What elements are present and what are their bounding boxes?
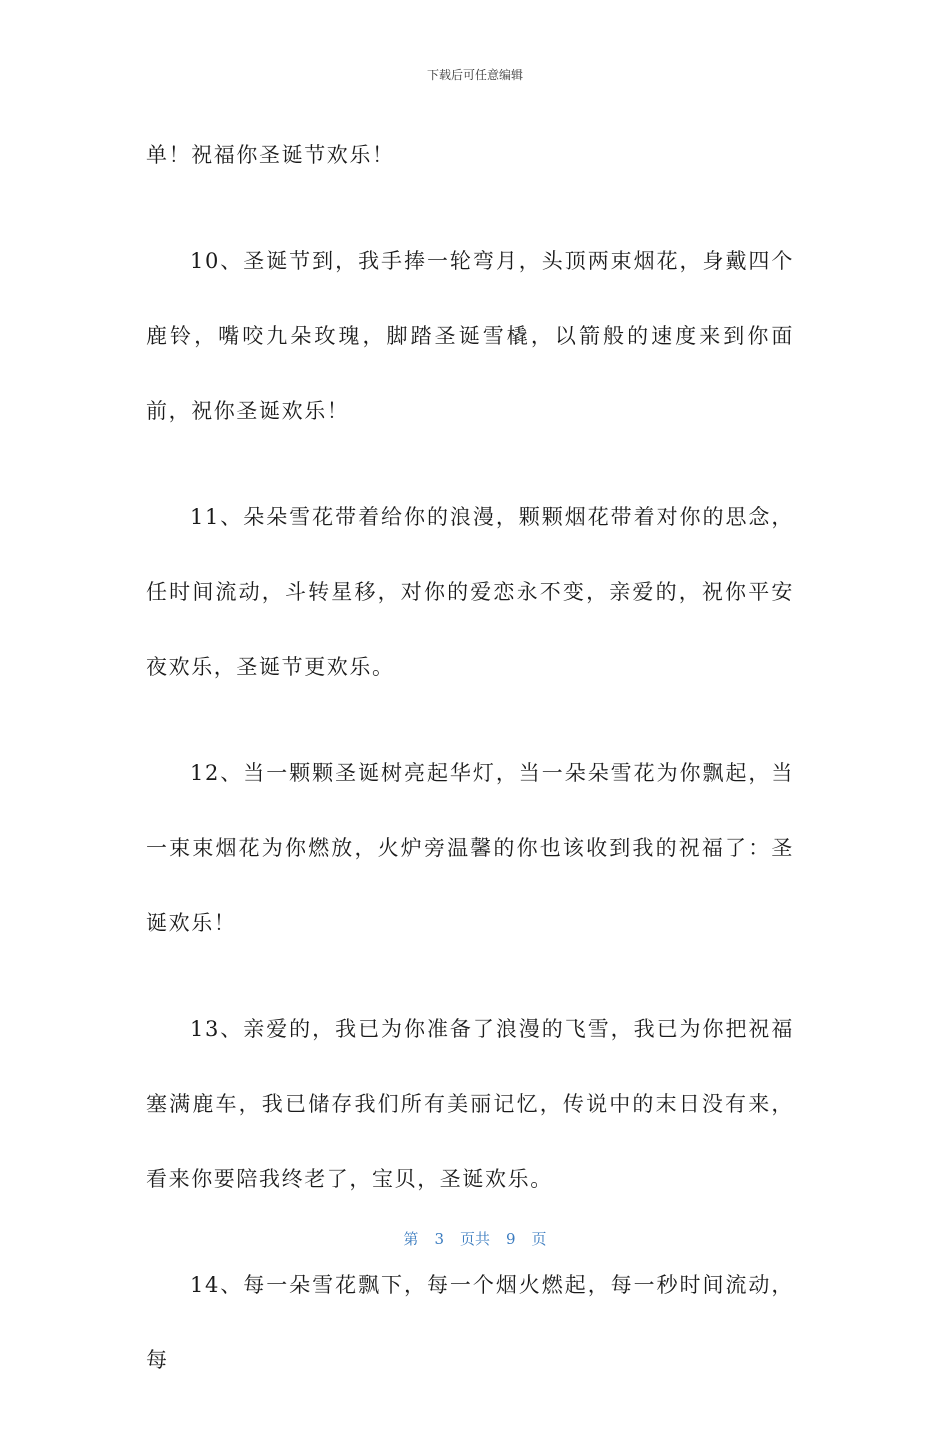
footer-total-pages: 9 <box>506 1230 516 1248</box>
footer-label-page: 第 <box>403 1230 419 1248</box>
paragraph-13: 13、亲爱的，我已为你准备了浪漫的飞雪，我已为你把祝福塞满鹿车，我已储存我们所有美丽记忆，传说中的末日没有来，看来你要陪我终老了，宝贝，圣诞欢乐。 <box>146 1017 794 1191</box>
paragraph-11: 11、朵朵雪花带着给你的浪漫，颗颗烟花带着对你的思念，任时间流动，斗转星移，对你的爱恋永不变，亲爱的，祝你平安夜欢乐，圣诞节更欢乐。 <box>146 505 794 679</box>
footer-current-page: 3 <box>434 1230 444 1248</box>
paragraph-10: 10、圣诞节到，我手捧一轮弯月，头顶两束烟花，身戴四个鹿铃，嘴咬九朵玫瑰，脚踏圣诞雪橇，以箭般的速度来到你面前，祝你圣诞欢乐！ <box>146 249 794 423</box>
footer-label-pages: 页 <box>531 1230 547 1248</box>
paragraph-continuation: 单！祝福你圣诞节欢乐！ <box>146 143 395 167</box>
footer-label-of: 页共 <box>459 1230 490 1248</box>
paragraph-14: 14、每一朵雪花飘下，每一个烟火燃起，每一秒时间流动，每 <box>146 1273 794 1372</box>
page-header: 下载后可任意编辑 <box>426 68 523 82</box>
paragraph-12: 12、当一颗颗圣诞树亮起华灯，当一朵朵雪花为你飘起，当一束束烟花为你燃放，火炉旁温馨的你也该收到我的祝福了：圣诞欢乐！ <box>146 761 794 935</box>
page-footer <box>0 1228 950 1249</box>
